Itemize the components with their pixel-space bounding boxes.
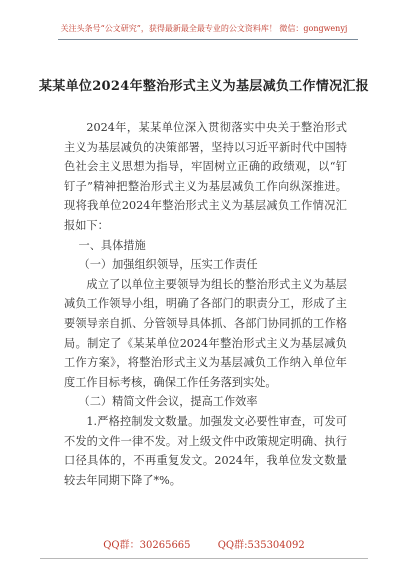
body-paragraph: 成立了以单位主要领导为组长的整治形式主义为基层减负工作领导小组，明确了各部门的职责分工，形成了主要领导亲自抓、分管领导具体抓、各部门协同抓的工作格局。制定了《某某单位2024年整治形式主义为基层减负工作方案》，将整治形式主义为基层减负工作纳入单位年度工作目标考核，确保工作任务落到实处。 [64,277,347,389]
subsection-heading: （二）精简文件会议，提高工作效率 [78,395,258,409]
promo-header: 关注头条号“公文研究”，获得最新最全最专业的公文资料库！ 微信：gongwenyj [60,24,348,33]
qq-group-2: QQ群:535304092 [217,540,305,551]
body-paragraph: 1.严格控制发文数量。加强发文必要性审查，可发可不发的文件一律不发。对上级文件中政策规定明确、执行口径具体的，不再重复发文。2024年，我单位发文数量较去年同期下降了*%。 [64,414,347,487]
footer-divider [40,558,368,559]
intro-paragraph: 2024年，某某单位深入贯彻落实中央关于整治形式主义为基层减负的决策部署，坚持以习近平新时代中国特色社会主义思想为指导，牢固树立正确的政绩观，以“钉钉子”精神把整治形式主义为基层减负工作向纵深推进。现将我单位2024年整治形式主义为基层减负工作情况汇报如下： [64,121,347,232]
section-heading: 一、具体措施 [78,238,146,252]
document-title: 某某单位2024年整治形式主义为基层减负工作情况汇报 [39,79,369,94]
qq-group-1: QQ群：30265665 [103,540,191,551]
header-divider [58,39,358,40]
document-body [64,118,347,490]
subsection-heading: （一）加强组织领导，压实工作责任 [78,258,258,272]
qq-footer [0,536,408,551]
